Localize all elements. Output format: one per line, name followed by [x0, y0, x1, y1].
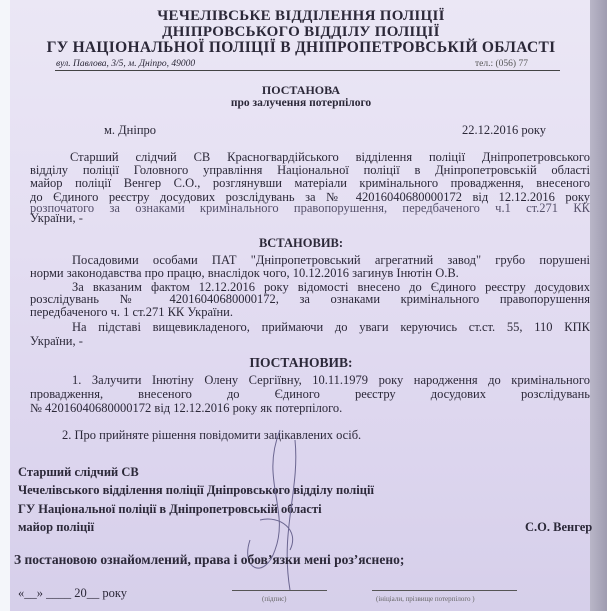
intro-line: майор поліції Венгер С.О., розглянувши матеріали кримінального провадження, внесеного: [30, 176, 590, 190]
header-phone: тел.: (056) 77: [475, 59, 528, 69]
resolved-line: провадження, внесеного до Єдиного реєстру досудових розслідувань: [30, 387, 590, 401]
intro-line: України, -: [30, 211, 83, 225]
signatory-name: С.О. Венгер: [525, 520, 593, 534]
acknowledgement-date: «__» ____ 20__ року: [18, 586, 128, 600]
established-line: За вказаним фактом 12.12.2016 року відомості внесено до Єдиного реєстру досудових: [72, 280, 590, 294]
document-title: ПОСТАНОВА: [261, 83, 341, 97]
resolved-line: № 42016040680000172 від 12.12.2016 року як потерпілого.: [30, 401, 343, 415]
signature-line: ГУ Національної поліції в Дніпропетровській області: [18, 502, 322, 516]
established-heading: ВСТАНОВИВ:: [258, 236, 344, 250]
resolved-line: 1. Залучити Інютіну Олену Сергіївну, 10.11.1979 року народження до кримінального: [72, 373, 590, 387]
acknowledgement-text: З постановою ознайомлений, права і обов’язки мені роз’яснено;: [14, 552, 405, 567]
intro-line: розпочатого за ознаками кримінального правопорушення, передбаченого ч.1 ст.271 КК: [30, 201, 590, 215]
signature-caption: (підпис): [262, 595, 287, 603]
resolved-line: 2. Про прийняте рішення повідомити зацікавлених осіб.: [62, 428, 362, 442]
intro-line: відділу поліції Головного управління Національної поліції в Дніпропетровській області: [30, 163, 590, 177]
header-line-1: ЧЕЧЕЛІВСЬКЕ ВІДДІЛЕННЯ ПОЛІЦІЇ: [157, 8, 445, 24]
name-field: [372, 590, 517, 591]
signature-field: [232, 590, 327, 591]
header-line-3: ГУ НАЦІОНАЛЬНОЇ ПОЛІЦІЇ В ДНІПРОПЕТРОВСЬКІЙ ОБЛАСТІ: [46, 39, 556, 56]
city: м. Дніпро: [104, 123, 157, 137]
established-line: передбаченого ч. 1 ст.271 КК України.: [30, 305, 233, 319]
background-edge: [590, 0, 607, 611]
signature-line: майор поліції: [18, 520, 95, 534]
resolved-heading: ПОСТАНОВИВ:: [249, 355, 353, 370]
intro-line: до Єдиного реєстру досудових розслідувань за № 42016040680000172 від 12.12.2016 року: [30, 190, 590, 204]
document-subtitle: про залучення потерпілого: [230, 97, 372, 109]
established-line: розслідувань № 42016040680000172, за ознаками кримінального правопорушення: [30, 292, 590, 306]
name-caption: (ініціали, прізвище потерпілого ): [376, 595, 475, 603]
header-divider: [55, 70, 560, 71]
established-line: норми законодавства про працю, внаслідок чого, 10.12.2016 загинув Інютін О.В.: [30, 266, 459, 280]
header-line-2: ДНІПРОВСЬКОГО ВІДДІЛУ ПОЛІЦІЇ: [162, 24, 440, 40]
signature-line: Чечелівського відділення поліції Дніпровського відділу поліції: [18, 483, 374, 497]
header-address: вул. Павлова, 3/5, м. Дніпро, 49000: [56, 59, 196, 69]
signature-line: Старший слідчий СВ: [18, 465, 139, 479]
established-line: На підставі вищевикладеного, приймаючи до уваги керуючись ст.ст. 55, 110 КПК: [72, 320, 590, 334]
document-date: 22.12.2016 року: [462, 123, 547, 137]
established-line: Посадовими особами ПАТ "Дніпропетровський агрегатний завод" грубо порушені: [72, 253, 590, 267]
established-line: України, -: [30, 334, 83, 348]
intro-line: Старший слідчий СВ Красногвардійського відділення поліції Дніпропетровського: [70, 150, 590, 164]
handwritten-signature: [220, 420, 330, 610]
